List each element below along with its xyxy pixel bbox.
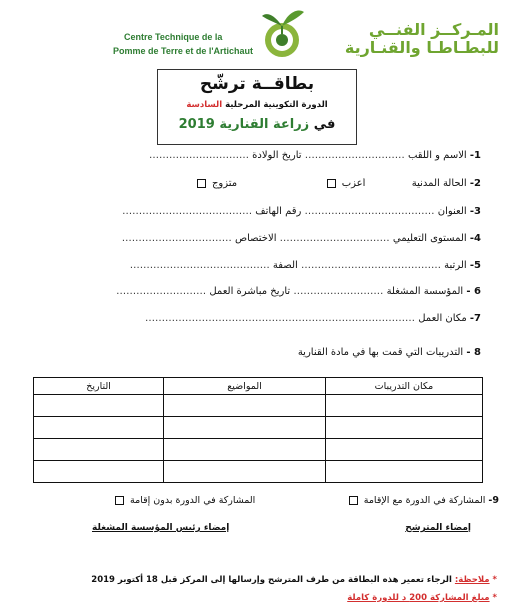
session-subtitle-prefix: الدورة التكوينية المرحلية bbox=[225, 100, 328, 110]
table-cell[interactable] bbox=[325, 461, 482, 483]
single-label: أعزب bbox=[341, 178, 366, 189]
table-header-row bbox=[34, 378, 483, 395]
session-topic-text: زراعة القنارية 2019 bbox=[178, 117, 310, 132]
session-ordinal: السادسة bbox=[186, 100, 223, 110]
column-header-place: مكان التدريبات bbox=[325, 378, 482, 395]
field-specialty-label: الاختصاص bbox=[234, 233, 277, 244]
table-cell[interactable] bbox=[325, 395, 482, 417]
table-row bbox=[34, 417, 483, 439]
title-box bbox=[157, 69, 357, 145]
table-row bbox=[34, 439, 483, 461]
column-header-topics: المواضيع bbox=[164, 378, 326, 395]
table-cell[interactable] bbox=[325, 439, 482, 461]
participation-without-lodging bbox=[112, 495, 255, 506]
field-name-birth bbox=[11, 150, 481, 161]
field-education bbox=[11, 233, 481, 244]
with-lodging-checkbox[interactable] bbox=[349, 496, 358, 505]
fee-bullet: * bbox=[492, 593, 497, 603]
table-row bbox=[34, 461, 483, 483]
field-workplace-input[interactable]: ……………………………………………………………………… bbox=[145, 313, 416, 324]
field-trainings-label: التدريبات التي قمت بها في مادة القنارية bbox=[297, 347, 464, 358]
field-marital-status bbox=[11, 178, 481, 189]
table-cell[interactable] bbox=[325, 417, 482, 439]
field-address-input[interactable]: ………………………………… bbox=[304, 206, 435, 217]
field-3-number: 3- bbox=[469, 206, 481, 217]
fee-text: مبلغ المشاركة 200 د للدورة كاملة bbox=[347, 593, 490, 603]
field-name-input[interactable]: ………………………… bbox=[304, 150, 405, 161]
field-7-number: 7- bbox=[469, 313, 481, 324]
fee-line bbox=[17, 593, 497, 603]
field-birth-label: تاريخ الولادة bbox=[252, 150, 302, 161]
table-cell[interactable] bbox=[34, 417, 164, 439]
table-cell[interactable] bbox=[34, 395, 164, 417]
field-phone-label: رقم الهاتف bbox=[255, 206, 302, 217]
field-9-number: 9- bbox=[488, 495, 499, 506]
table-cell[interactable] bbox=[164, 461, 326, 483]
field-1-number: 1- bbox=[469, 150, 481, 161]
field-status-label: الحالة المدنية bbox=[411, 178, 467, 189]
field-rank-role bbox=[11, 260, 481, 271]
table-cell[interactable] bbox=[164, 395, 326, 417]
field-start-date-label: تاريخ مباشرة العمل bbox=[209, 286, 291, 297]
field-rank-input[interactable]: …………………………………… bbox=[300, 260, 441, 271]
table-cell[interactable] bbox=[164, 417, 326, 439]
field-address-label: العنوان bbox=[437, 206, 467, 217]
field-5-number: 5- bbox=[469, 260, 481, 271]
without-lodging-checkbox[interactable] bbox=[115, 496, 124, 505]
field-role-label: الصفة bbox=[272, 260, 298, 271]
field-employer-label: المؤسسة المشغلة bbox=[386, 286, 464, 297]
session-topic-prefix: في bbox=[313, 117, 336, 132]
field-phone-input[interactable]: ………………………………… bbox=[122, 206, 253, 217]
org-name-fr-line2: Pomme de Terre et de l'Artichaut bbox=[113, 46, 254, 56]
participation-with-lodging bbox=[346, 495, 499, 506]
with-lodging-label: المشاركة في الدورة مع الإقامة bbox=[363, 495, 486, 506]
note-bullet: * bbox=[492, 575, 497, 585]
org-name-fr-line1: Centre Technique de la bbox=[124, 32, 223, 42]
field-role-input[interactable]: …………………………………… bbox=[129, 260, 270, 271]
org-name-ar-line1: المـركــز الفنــي bbox=[368, 20, 499, 39]
logo-icon bbox=[252, 6, 312, 62]
field-address-phone bbox=[11, 206, 481, 217]
field-specialty-input[interactable]: …………………………… bbox=[121, 233, 232, 244]
field-2-number: 2- bbox=[469, 178, 481, 189]
session-topic bbox=[158, 117, 356, 132]
field-8-number: 8 - bbox=[466, 347, 481, 358]
note-line bbox=[17, 575, 497, 585]
table-cell[interactable] bbox=[34, 439, 164, 461]
session-subtitle bbox=[158, 100, 356, 110]
without-lodging-label: المشاركة في الدورة بدون إقامة bbox=[130, 495, 256, 506]
married-checkbox[interactable] bbox=[197, 179, 206, 188]
field-level-input[interactable]: …………………………… bbox=[279, 233, 390, 244]
field-workplace-label: مكان العمل bbox=[418, 313, 467, 324]
field-4-number: 4- bbox=[469, 233, 481, 244]
note-label: ملاحظة: bbox=[454, 575, 490, 585]
field-rank-label: الرتبة bbox=[444, 260, 467, 271]
org-name-ar-line2: للبطـاطـا والقنـارية bbox=[344, 38, 499, 57]
field-trainings bbox=[11, 347, 481, 358]
trainings-table bbox=[33, 377, 483, 483]
candidate-signature-label: إمضاء المترشح bbox=[405, 523, 471, 533]
table-row bbox=[34, 395, 483, 417]
field-name-label: الاسم و اللقب bbox=[407, 150, 467, 161]
married-label: متزوج bbox=[211, 178, 238, 189]
note-text: الرجاء تعمير هذه البطاقة من طرف المترشح وإرسالها إلى المركز قبل 18 أكتوبر 2019 bbox=[91, 575, 452, 585]
field-6-number: 6 - bbox=[466, 286, 481, 297]
page-title: بطاقــة ترشّح bbox=[199, 74, 315, 94]
single-checkbox[interactable] bbox=[327, 179, 336, 188]
table-cell[interactable] bbox=[34, 461, 164, 483]
field-employer-input[interactable]: ……………………… bbox=[293, 286, 384, 297]
field-start-date-input[interactable]: ……………………… bbox=[116, 286, 207, 297]
director-signature-label: إمضاء رئيس المؤسسة المشغلة bbox=[92, 523, 230, 533]
column-header-date: التاريخ bbox=[34, 378, 164, 395]
field-level-label: المستوى التعليمي bbox=[392, 233, 467, 244]
field-workplace bbox=[11, 313, 481, 324]
table-cell[interactable] bbox=[164, 439, 326, 461]
field-birth-input[interactable]: ………………………… bbox=[148, 150, 249, 161]
field-employer bbox=[11, 286, 481, 297]
